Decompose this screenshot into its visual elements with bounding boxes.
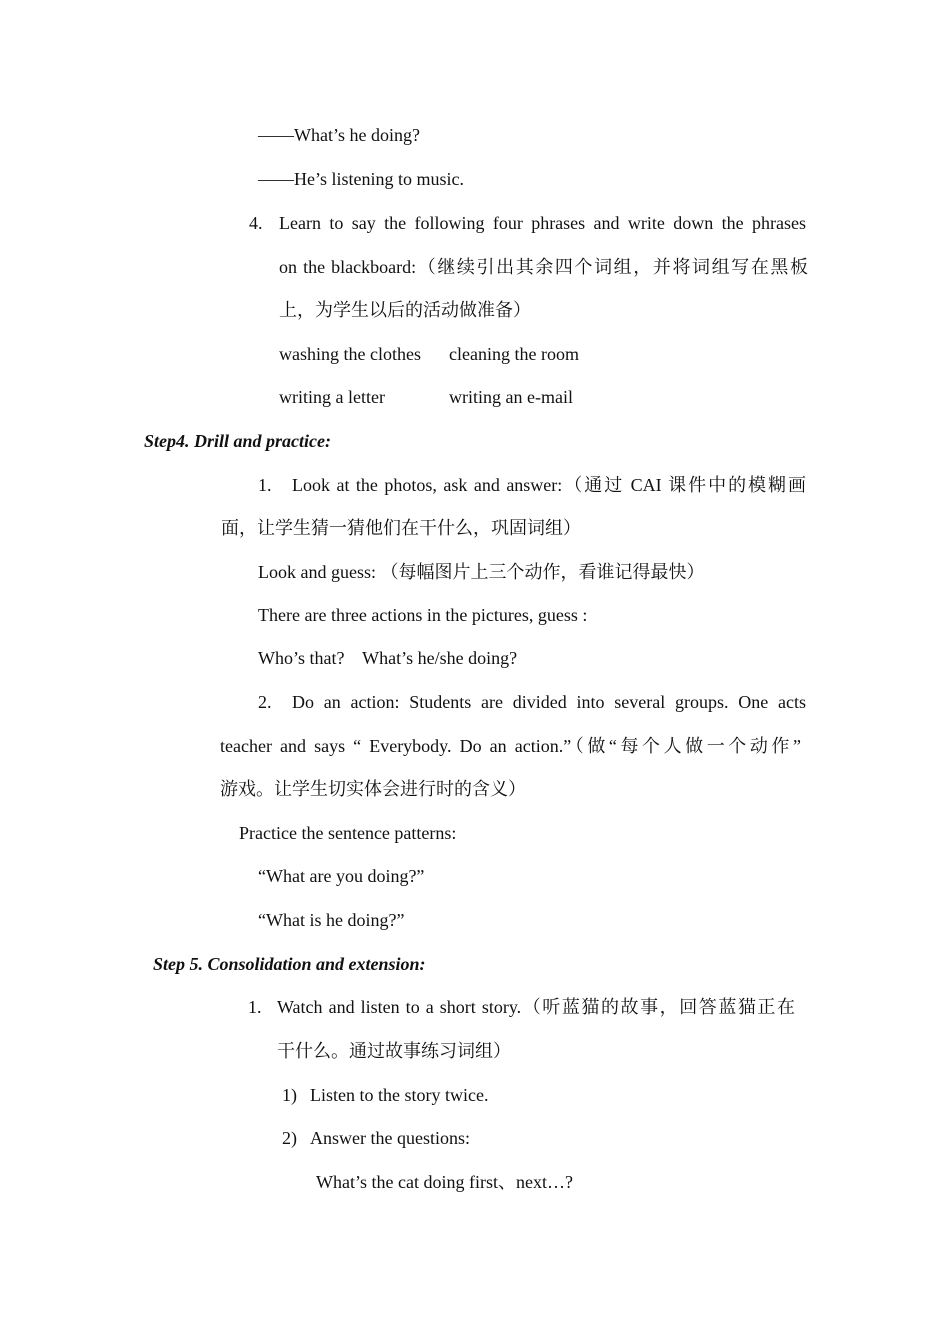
step5-item1-line2: 干什么。通过故事练习词组） <box>277 1041 511 1061</box>
step4-item2-line4: Practice the sentence patterns: <box>239 823 457 843</box>
dialogue-question: ——What’s he doing? <box>258 125 420 145</box>
phrase-cleaning-room: cleaning the room <box>449 344 579 364</box>
step4-item2-line6: “What is he doing?” <box>258 910 405 930</box>
step5-sub1-text: Listen to the story twice. <box>310 1085 489 1105</box>
step5-sub1-number: 1) <box>282 1085 297 1105</box>
phrase-writing-email: writing an e-mail <box>449 387 573 407</box>
phrase-washing-clothes: washing the clothes <box>279 344 421 364</box>
step4-item2-line2: teacher and says “ Everybody. Do an action.”（做“每个人做一个动作” <box>220 736 801 756</box>
step5-sub2-number: 2) <box>282 1128 297 1148</box>
step4-item2-number: 2. <box>258 692 272 712</box>
item4-line2: on the blackboard:（继续引出其余四个词组，并将词组写在黑板 <box>279 257 808 277</box>
step5-sub2-question: What’s the cat doing first、next…? <box>316 1172 573 1192</box>
item4-line1: Learn to say the following four phrases and write down the phrases <box>279 213 806 233</box>
dialogue-answer: ——He’s listening to music. <box>258 169 464 189</box>
step4-heading: Step4. Drill and practice: <box>144 431 331 451</box>
step5-sub2-text: Answer the questions: <box>310 1128 470 1148</box>
step4-item1-number: 1. <box>258 475 272 495</box>
phrase-writing-letter: writing a letter <box>279 387 385 407</box>
item4-line3: 上，为学生以后的活动做准备） <box>279 300 531 320</box>
step4-item1-line3: Look and guess: （每幅图片上三个动作，看谁记得最快） <box>258 562 705 582</box>
step4-item1-line1: Look at the photos, ask and answer:（通过 CAI 课件中的模糊画 <box>292 475 806 495</box>
item4-number: 4. <box>249 213 263 233</box>
step4-item2-line1: Do an action: Students are divided into several groups. One acts <box>292 692 806 712</box>
step5-item1-line1: Watch and listen to a short story.（听蓝猫的故事，回答蓝猫正在 <box>277 997 795 1017</box>
step4-item1-line5: Who’s that? What’s he/she doing? <box>258 648 518 668</box>
step4-item1-line2: 面，让学生猜一猜他们在干什么，巩固词组） <box>221 518 581 538</box>
step4-item2-line5: “What are you doing?” <box>258 866 425 886</box>
step5-heading: Step 5. Consolidation and extension: <box>153 954 426 974</box>
step4-item1-line4: There are three actions in the pictures, guess : <box>258 605 588 625</box>
step4-item2-line3: 游戏。让学生切实体会进行时的含义） <box>220 779 526 799</box>
step5-item1-number: 1. <box>248 997 262 1017</box>
